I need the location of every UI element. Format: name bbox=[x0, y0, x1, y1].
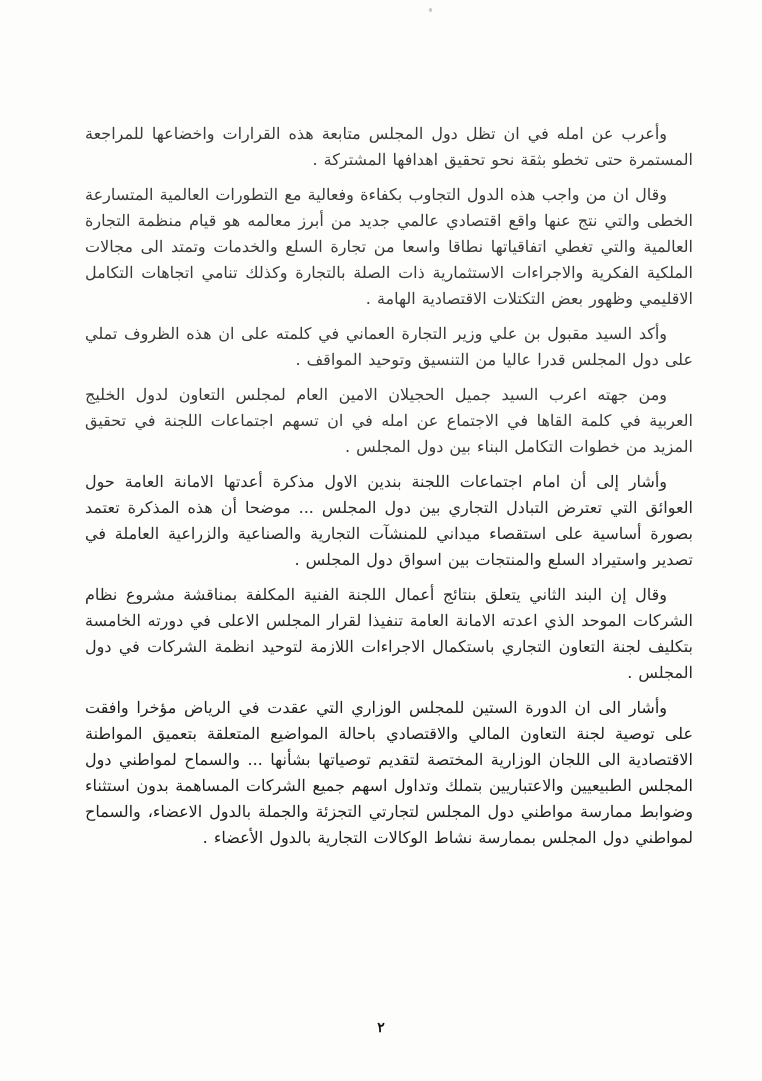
page-number: ٢ bbox=[377, 1020, 385, 1036]
scan-artifact-speck bbox=[429, 8, 432, 12]
paragraph-5: وأشار إلى أن امام اجتماعات اللجنة بندين الاول مذكرة أعدتها الامانة العامة حول العوائق التي تعترض التبادل التجاري بين دول المجلس ... موضحا أن هذه المذكرة تعتمد بصورة أساسية على استقصاء ميداني للمنشآت التجارية والصناعية والزراعية العاملة في تصدير واستيراد السلع والمنتجات بين اسواق دول المجلس . bbox=[85, 472, 693, 569]
paragraph-4: ومن جهته اعرب السيد جميل الحجيلان الامين العام لمجلس التعاون لدول الخليج العربية في كلمة القاها في الاجتماع عن امله في ان تسهم اجتماعات اللجنة في تحقيق المزيد من خطوات التكامل البناء بين دول المجلس . bbox=[85, 385, 693, 456]
paragraph-6: وقال إن البند الثاني يتعلق بنتائج أعمال اللجنة الفنية المكلفة بمناقشة مشروع نظام الشركات الموحد الذي اعدته الامانة العامة تنفيذا لقرار المجلس الاعلى في دورته الخامسة بتكليف لجنة التعاون التجاري باستكمال الاجراءات اللازمة لتوحيد انظمة الشركات في دول المجلس . bbox=[85, 585, 693, 682]
body-text bbox=[85, 121, 693, 860]
paragraph-7: وأشار الى ان الدورة الستين للمجلس الوزاري التي عقدت في الرياض مؤخرا وافقت على توصية لجنة التعاون المالي والاقتصادي باحالة المواضيع المتعلقة بتعميق المواطنة الاقتصادية الى اللجان الوزارية المختصة لتقديم توصياتها بشأنها ... والسماح لمواطني دول المجلس الطبيعيين والاعتباريين بتملك وتداول اسهم جميع الشركات المساهمة بدون استثناء وضوابط ممارسة مواطني دول المجلس لتجارتي التجزئة والجملة بالدول الاعضاء، والسماح لمواطني دول المجلس بممارسة نشاط الوكالات التجارية بالدول الأعضاء . bbox=[85, 698, 693, 847]
paragraph-3: وأكد السيد مقبول بن علي وزير التجارة العماني في كلمته على ان هذه الظروف تملي على دول المجلس قدرا عاليا من التنسيق وتوحيد المواقف . bbox=[85, 324, 693, 369]
paragraph-2: وقال ان من واجب هذه الدول التجاوب بكفاءة وفعالية مع التطورات العالمية المتسارعة الخطى والتي نتج عنها واقع اقتصادي عالمي جديد من أبرز معالمه هو قيام منظمة التجارة العالمية والتي تغطي اتفاقياتها نطاقا واسعا من تجارة السلع والخدمات وتمتد الى مجالات الملكية الفكرية والاجراءات الاستثمارية ذات الصلة بالتجارة وكذلك تنامي اتجاهات التكامل الاقليمي وظهور بعض التكتلات الاقتصادية الهامة . bbox=[85, 185, 693, 308]
paragraph-1: وأعرب عن امله في ان تظل دول المجلس متابعة هذه القرارات واخضاعها للمراجعة المستمرة حتى تخطو بثقة نحو تحقيق اهدافها المشتركة . bbox=[85, 124, 693, 169]
